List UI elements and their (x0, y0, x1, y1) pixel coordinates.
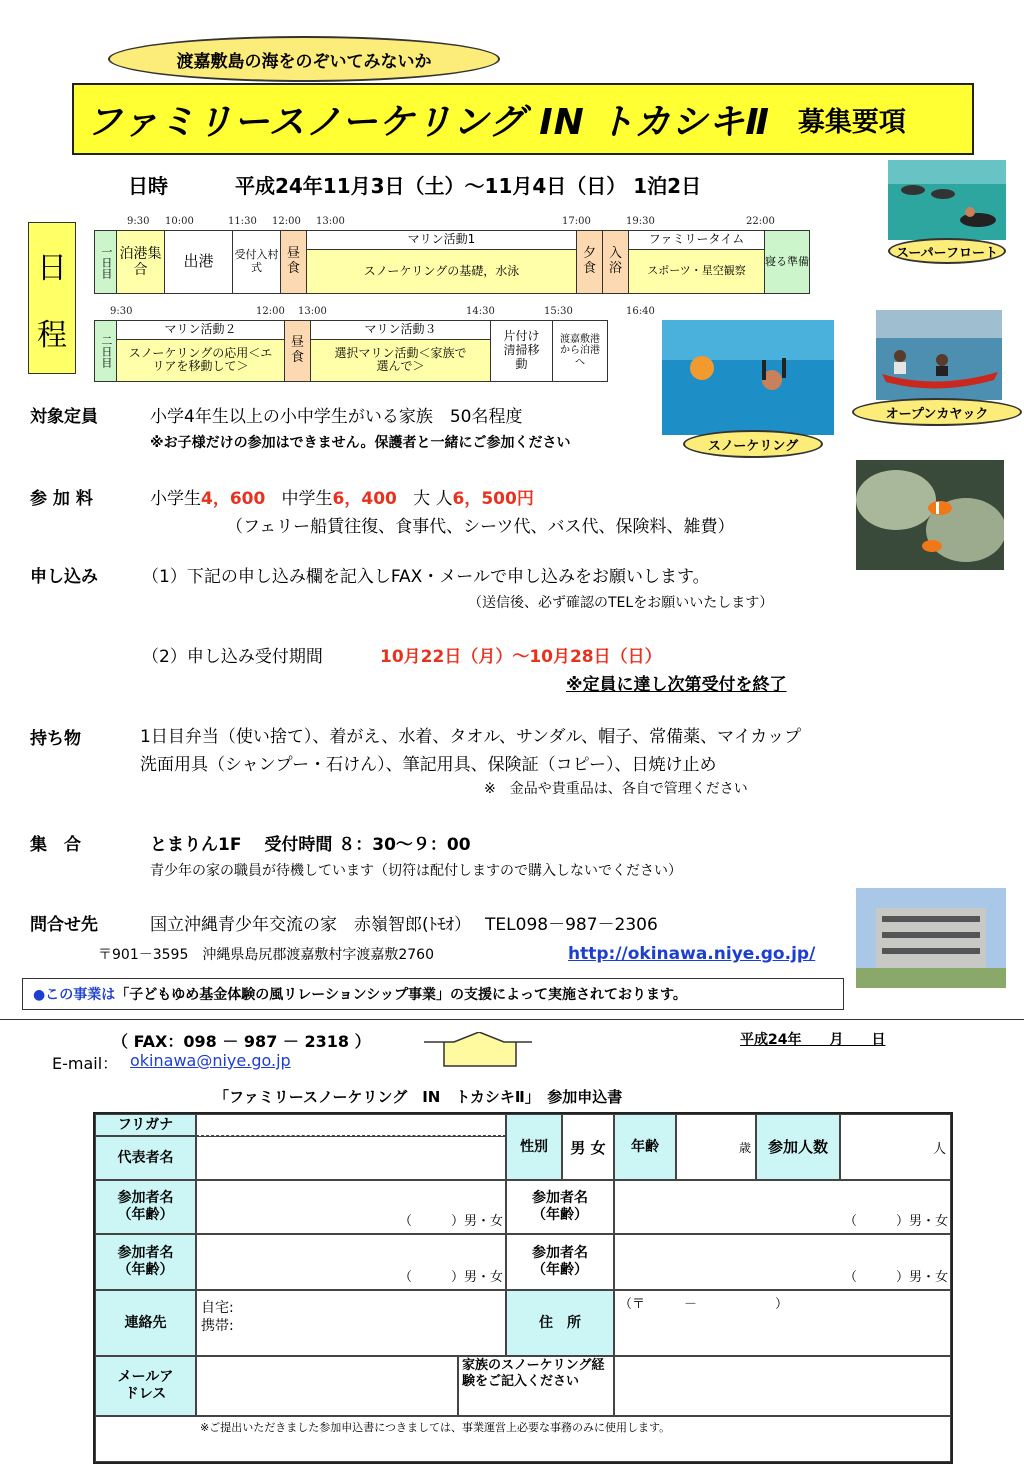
time-label: 9:30 (127, 216, 150, 227)
page-subtitle: 募集要項 (797, 106, 906, 138)
time-label: 12:00 (256, 306, 285, 317)
participant-label: 参加者名（年齢） (506, 1234, 614, 1290)
fax-number: （ FAX：098 － 987 － 2318 ） (112, 1032, 371, 1051)
form-title: 「ファミリースノーケリング IN トカシキⅡ」 参加申込書 (214, 1088, 623, 1106)
schedule-cell: 受付入村式 (233, 231, 281, 293)
schedule-cell: 泊港集合 (117, 231, 165, 293)
fee-label: 参 加 料 (30, 489, 93, 509)
participant-field[interactable]: （ ）男・女 (614, 1180, 951, 1234)
time-label: 9:30 (110, 306, 133, 317)
apply-step-2: （2）申し込み受付期間 (142, 647, 323, 667)
day-label: 一日目 (95, 231, 117, 293)
target-note: ※お子様だけの参加はできません。保護者と一緒にご参加ください (150, 435, 571, 451)
schedule-cell: 昼食 (281, 231, 307, 293)
gender-label: 性別 (506, 1114, 562, 1180)
page-title: ファミリースノーケリング IN トカシキⅡ (86, 101, 770, 143)
count-field[interactable]: 人 (840, 1114, 951, 1180)
day-label: 二日目 (95, 321, 117, 381)
items-line-1: 1日目弁当（使い捨て）、着がえ、水着、タオル、サンダル、帽子、常備薬、マイカップ (140, 727, 802, 747)
schedule-cell: 夕食 (577, 231, 603, 293)
kayak-photo (876, 310, 1002, 400)
section-divider (0, 1019, 1024, 1020)
email-label: E-mail： (52, 1054, 119, 1073)
items-line-2: 洗面用具（シャンプー・石けん）、筆記用具、保険証（コピー）、日焼け止め (140, 755, 717, 775)
schedule-cell: 片付け清掃移動 (491, 321, 553, 381)
target-value: 小学4年生以上の小中学生がいる家族 50名程度 (150, 407, 523, 427)
contact-field[interactable]: 自宅: 携帯: (196, 1290, 506, 1356)
contact-address: 〒901－3595 沖縄県島尻郡渡嘉敷村字渡嘉敷2760 (98, 947, 434, 963)
snorkel-photo (662, 320, 834, 435)
experience-label: 家族のスノーケリング経験をご記入ください (458, 1356, 614, 1416)
age-field[interactable]: 歳 (676, 1114, 756, 1180)
time-label: 19:30 (626, 216, 655, 227)
rep-name-field[interactable] (196, 1136, 506, 1180)
arrow-icon (424, 1032, 534, 1072)
event-datetime: 日時 平成24年11月3日（土）～11月4日（日） 1泊2日 (128, 174, 702, 198)
apply-step-1-note: （送信後、必ず確認のTELをお願いいたします） (468, 595, 774, 611)
family-time: ファミリータイム スポーツ・星空観察 (629, 231, 765, 293)
privacy-note: ※ご提出いただきました参加申込書につきましては、事業運営上必要な事務のみに使用します。 (95, 1416, 951, 1462)
kayak-callout: オープンカヤック (852, 398, 1022, 426)
clownfish-photo (856, 460, 1004, 570)
time-label: 12:00 (272, 216, 301, 227)
contact-label: 問合せ先 (30, 915, 98, 935)
time-label: 11:30 (228, 216, 257, 227)
schedule-cell: 出港 (165, 231, 233, 293)
application-form (93, 1112, 953, 1464)
participant-label: 参加者名（年齢） (95, 1180, 196, 1234)
email-link[interactable]: okinawa@niye.go.jp (130, 1051, 291, 1070)
time-label: 13:00 (298, 306, 327, 317)
rep-name-label: 代表者名 (95, 1136, 196, 1180)
furigana-field[interactable] (196, 1114, 506, 1136)
time-label: 17:00 (562, 216, 591, 227)
time-label: 10:00 (165, 216, 194, 227)
apply-label: 申し込み (30, 567, 98, 587)
age-label: 年齢 (614, 1114, 676, 1180)
title-banner (72, 83, 974, 155)
address-label: 住 所 (506, 1290, 614, 1356)
participant-field[interactable]: （ ）男・女 (614, 1234, 951, 1290)
gender-options[interactable]: 男 女 (562, 1114, 614, 1180)
website-link[interactable]: http://okinawa.niye.go.jp/ (568, 944, 816, 964)
email-field[interactable] (196, 1356, 458, 1416)
schedule-cell: 渡嘉敷港から泊港へ (560, 333, 600, 368)
participant-label: 参加者名（年齢） (95, 1234, 196, 1290)
marine-activity-1: マリン活動1 スノーケリングの基礎，水泳 (307, 231, 577, 293)
time-label: 15:30 (544, 306, 573, 317)
contact-value: 国立沖縄青少年交流の家 赤嶺智郎(ﾄﾓｵ） TEL098－987－2306 (150, 915, 658, 935)
super-float-callout: スーパーフロート (888, 238, 1006, 264)
furigana-label: フリガナ (95, 1114, 196, 1136)
target-label: 対象定員 (30, 407, 98, 427)
time-label: 16:40 (626, 306, 655, 317)
count-label: 参加人数 (756, 1114, 840, 1180)
email-label: メールアドレス (95, 1356, 196, 1416)
time-label: 14:30 (466, 306, 495, 317)
experience-field[interactable] (614, 1356, 951, 1416)
schedule-cell: 入浴 (603, 231, 629, 293)
contact-label: 連絡先 (95, 1290, 196, 1356)
application-date: 平成24年 月 日 (740, 1032, 886, 1048)
time-label: 22:00 (746, 216, 775, 227)
time-label: 13:00 (316, 216, 345, 227)
participant-label: 参加者名（年齢） (506, 1180, 614, 1234)
meet-value: とまりん1F 受付時間 ８：30～９：00 (150, 835, 471, 855)
participant-field[interactable]: （ ）男・女 (196, 1180, 506, 1234)
apply-close-note: ※定員に達し次第受付を終了 (566, 675, 787, 695)
address-field[interactable]: （〒 － ） (614, 1290, 951, 1356)
participant-field[interactable]: （ ）男・女 (196, 1234, 506, 1290)
schedule-day1 (94, 230, 810, 294)
marine-activity-3: マリン活動３ 選択マリン活動＜家族で選んで＞ (311, 321, 491, 381)
items-note: ※ 金品や貴重品は、各自で管理ください (484, 781, 748, 797)
apply-period: 10月22日（月）～10月28日（日） (380, 647, 662, 667)
super-float-photo (888, 160, 1006, 240)
snorkel-callout: スノーケリング (683, 430, 823, 458)
facility-photo (856, 888, 1006, 988)
schedule-cell: 昼食 (285, 321, 311, 381)
schedule-label: 日 程 (28, 222, 76, 374)
meet-label: 集 合 (30, 835, 81, 855)
fee-values: 小学生4，600 中学生6，400 大 人6，500円 (150, 489, 534, 509)
meet-note: 青少年の家の職員が待機しています（切符は配付しますので購入しないでください） (150, 863, 682, 879)
schedule-cell: 寝る準備 (765, 231, 809, 293)
marine-activity-2: マリン活動２ スノーケリングの応用＜エリアを移動して＞ (117, 321, 285, 381)
support-notice: ●この事業は 「子どもゆめ基金体験の風リレーションシップ事業」の支援によって実施されております。 (22, 978, 844, 1010)
fee-note: （フェリー船賃往復、食事代、シーツ代、バス代、保険料、雑費） (226, 517, 735, 537)
schedule-day2 (94, 320, 608, 382)
items-label: 持ち物 (30, 729, 81, 749)
apply-step-1: （1）下記の申し込み欄を記入しFAX・メールで申し込みをお願いします。 (142, 567, 710, 587)
tagline-bubble: 渡嘉敷島の海をのぞいてみないか (108, 36, 500, 82)
